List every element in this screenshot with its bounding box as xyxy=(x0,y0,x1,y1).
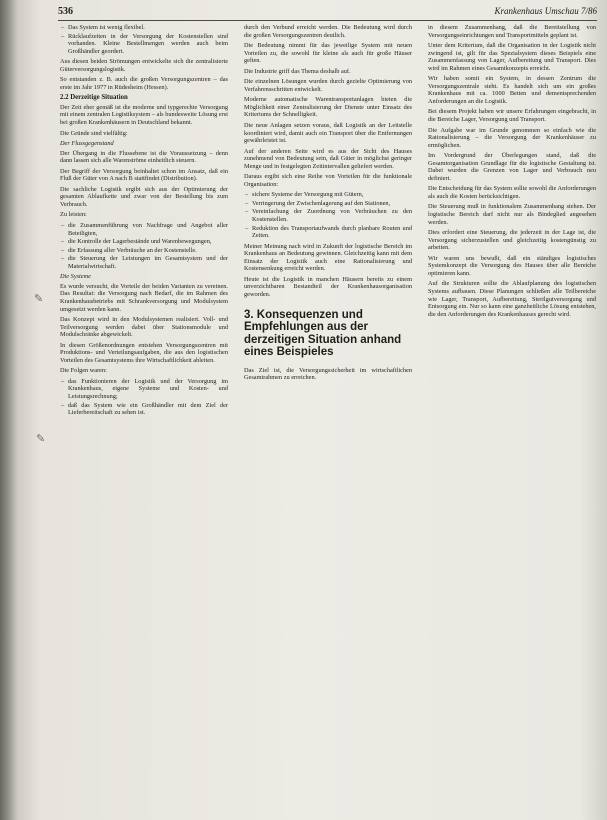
paragraph: Die Steuerung muß in funktionalem Zusammenhang stehen. Der logistische Bereich darf nicht nur als Bindeglied angesehen werden. xyxy=(428,203,596,226)
paragraph: Die Industrie griff das Thema deshalb auf. xyxy=(244,67,351,75)
paragraph: Das Ziel ist, die Versorgungssicherheit im wirtschaftlichen Gesamtrahmen zu erreichen. xyxy=(244,366,412,382)
subheading: Der Flussgegenstand xyxy=(60,140,114,148)
list-item: – Verringerung der Zwischenlagerung auf den Stationen, xyxy=(252,200,412,208)
paragraph: Der Übergang in die Flussebene ist die Voraussetzung – denn dann lassen sich alle Warenströme einheitlich steuern. xyxy=(60,149,228,165)
paragraph: Wir haben somit ein System, in dessen Zentrum die Versorgungszentrale steht. Es handelt sich um ein großes Krankenhaus mit ca. 1000 Betten und dementsprechenden Anforderungen an die Logistik. xyxy=(428,75,596,105)
margin-pen-mark-2: ✎ xyxy=(36,433,46,445)
paragraph: Die neue Anlagen setzen voraus, daß Logistik an der Leitstelle koordiniert wird, damit auch ein Transport über die Entfernungen gewährleistet ist. xyxy=(244,122,412,145)
bullet-list xyxy=(244,191,412,239)
page-number: 536 xyxy=(58,6,73,17)
subheading: Die Systeme xyxy=(60,273,91,281)
list-item: – Das System ist wenig flexibel. xyxy=(68,24,228,32)
paragraph: Dies erfordert eine Steuerung, die jederzeit in der Lage ist, die Versorgung sicherzustellen und gleichzeitig kostengünstig zu arbeiten. xyxy=(428,229,596,252)
paragraph: Die Folgen waren: xyxy=(60,367,107,375)
paragraph: Im Vordergrund der Überlegungen stand, daß die Gesamtorganisation Grundlage für die logistische Gestaltung ist. Dabei wurden die Grenzen von Lager und Verbrauch neu definiert. xyxy=(428,152,596,182)
list-item: – das Funktionieren der Logistik und der Versorgung im Krankenhaus, eigene Systeme und Kosten- und Leistungsrechnung; xyxy=(68,378,228,401)
paragraph: Auf der anderen Seite wird es aus der Sicht des Hauses zunehmend von Bedeutung sein, daß Güter in möglichst geringer Menge und in festgelegten Zeitintervallen geliefert werden. xyxy=(244,147,412,170)
paragraph: Meiner Meinung nach wird in Zukunft der logistische Bereich im Krankenhaus an Bedeutung gewinnen. Gleichzeitig kann mit dem Einsatz der Logistik auch eine Rationalisierung und Kostensenkung erreicht werden. xyxy=(244,242,412,273)
paragraph: Die Entscheidung für das System sollte sowohl die Anforderungen als auch die Kosten berücksichtigen. xyxy=(428,185,596,200)
paragraph: So entstanden z. B. auch die großen Versorgungszentren – das erste im Jahr 1977 in Rüdesheim (Hessen). xyxy=(60,76,228,91)
book-gutter-shadow xyxy=(0,0,18,820)
paragraph: Die Gründe sind vielfältig: xyxy=(60,129,128,137)
paragraph: Es wurde versucht, die Vorteile der beiden Varianten zu vereinen. Das Resultat: die Versorgung nach Bedarf, die im Rahmen des Krankenhausbetriebs mit Schrankversorgung und Modulsystem umgesetzt werden kann. xyxy=(60,282,228,313)
paragraph: Die Bedeutung nimmt für das jeweilige System mit neuen Vorteilen zu, die sowohl für kleine als auch für große Häuser gelten. xyxy=(244,42,412,65)
paragraph: Die einzelnen Lösungen wurden durch gezielte Optimierung von Verfahrensschritten entwickelt. xyxy=(244,78,412,93)
paragraph: Die Aufgabe war im Grunde genommen so einfach wie die Rationalisierung – die Versorgung der Krankenhäuser zu ermöglichen. xyxy=(428,126,596,149)
article-section-heading: 3. Konsequenzen und Empfehlungen aus der derzeitigen Situation anhand eines Beispieles xyxy=(244,308,402,358)
paragraph: Auf die Strukturen sollte die Ablaufplanung des logistischen Systems aufbauen. Diese Planungen schließen alle Teilbereiche wie Lager, Transport, Aufbereitung, Sterilgutversorgung und Entsorgung ein. Nur so kann eine ganzheitliche Lösung entstehen, die den Anforderungen des Krankenhauses gerecht wird. xyxy=(428,280,596,318)
paragraph: Der Begriff der Versorgung beinhaltet schon im Ansatz, daß ein Fluß der Güter von A nach B stattfindet (Distribution). xyxy=(60,167,228,183)
paragraph: Die sachliche Logistik ergibt sich aus der Optimierung der gesamten Ablaufkette und zwar von der Bestellung bis zum Verbrauch. xyxy=(60,185,228,208)
journal-title: Krankenhaus Umschau 7/86 xyxy=(494,6,597,16)
bullet-list xyxy=(60,378,228,417)
list-item: – Rücklaufzeiten in der Versorgung der Kostenstellen sind vorhanden. Kleine Bestellmengen werden auch beim Großhändler geordert. xyxy=(68,33,228,56)
paragraph: Bei diesem Projekt haben wir unsere Erfahrungen eingebracht, in die Bereiche Lager, Versorgung und Transport. xyxy=(428,108,596,124)
list-item: – Reduktion des Transportaufwands durch planbare Routen und Zeiten. xyxy=(252,225,412,240)
list-item: – Vereinfachung der Zuordnung von Verbräuchen zu den Kostenstellen. xyxy=(252,208,412,223)
list-item: – die Steuerung der Leistungen im Gesamtsystem und der Materialwirtschaft. xyxy=(68,255,228,270)
paragraph: durch den Verbund erreicht werden. Die Bedeutung wird durch die großen Versorgungszentren deutlich. xyxy=(244,24,412,39)
list-item: – sichere Systeme der Versorgung mit Gütern, xyxy=(252,191,412,199)
fragment-list xyxy=(60,24,228,55)
section-heading: 2.2 Derzeitige Situation xyxy=(60,94,128,102)
paragraph: Das Konzept wird in den Modulsystemen realisiert. Voll- und Teilversorgung werden dabei über Stationsmodule und Modulschränke abgewickelt. xyxy=(60,316,228,339)
paragraph: Der Zeit eher gemäß ist die moderne und typgerechte Versorgung mit einem zentralen Logistiksystem – als bundesweite Lösung erst bei großen Krankenhäusern in Deutschland bekannt. xyxy=(60,103,228,127)
list-item: – die Kontrolle der Lagerbestände und Warenbewegungen, xyxy=(68,238,228,246)
list-item: – die Zusammenführung von Nachfrage und Angebot aller Beteiligten, xyxy=(68,222,228,237)
list-item: – daß das System wie ein Großhändler mit dem Ziel der Lieferbereitschaft zu sehen ist. xyxy=(68,402,228,417)
text-column-1 xyxy=(60,24,228,814)
paragraph: Daraus ergibt sich eine Reihe von Vorteilen für die funktionale Organisation: xyxy=(244,173,412,188)
paragraph: Unter dem Kriterium, daß die Organisation in der Logistik nicht zwingend ist, gilt für das Spezialsystem dieses Beispiels eine Zusammenfassung von Lager, Aufbereitung und Transport. Dies wird im Rahmen eines Gesamtkonzepts erreicht. xyxy=(428,42,596,72)
paragraph: Wir waren uns bewußt, daß ein ständiges logistisches Systemkonzept die Versorgung des Hauses über alle Bereiche optimieren kann. xyxy=(428,254,596,277)
paragraph: Heute ist die Logistik in manchen Häusern bereits zu einem unverzichtbaren Bestandteil der Krankenhausorganisation geworden. xyxy=(244,275,412,298)
paragraph: In diesen Größenordnungen entstehen Versorgungszentren mit Produktions- und Verteilungsaufgaben, die aus den logistischen Vorteilen des Gesamtsystems ihre Wirtschaftlichkeit ableiten. xyxy=(60,341,228,364)
page-header xyxy=(58,6,597,21)
paragraph: Aus diesen beiden Strömungen entwickelte sich die zentralisierte Güterversorgungslogistik. xyxy=(60,58,228,73)
text-column-3 xyxy=(428,24,596,814)
margin-pen-mark-1: ✎ xyxy=(34,293,44,305)
paragraph: in diesem Zusammenhang, daß die Bereitstellung von Versorgungseinrichtungen und Transportmitteln geplant ist. xyxy=(428,24,596,39)
list-item: – die Erfassung aller Verbräuche an der Kostenstelle. xyxy=(68,247,228,255)
paragraph: Zu leisten: xyxy=(60,211,87,219)
text-column-2 xyxy=(244,24,412,814)
paragraph: Moderne automatische Warentransportanlagen bieten die Möglichkeit einer Zentralisierung der Dienste unter Einsatz des Kriteriums der Schnelligkeit. xyxy=(244,96,412,119)
bullet-list xyxy=(60,222,228,270)
